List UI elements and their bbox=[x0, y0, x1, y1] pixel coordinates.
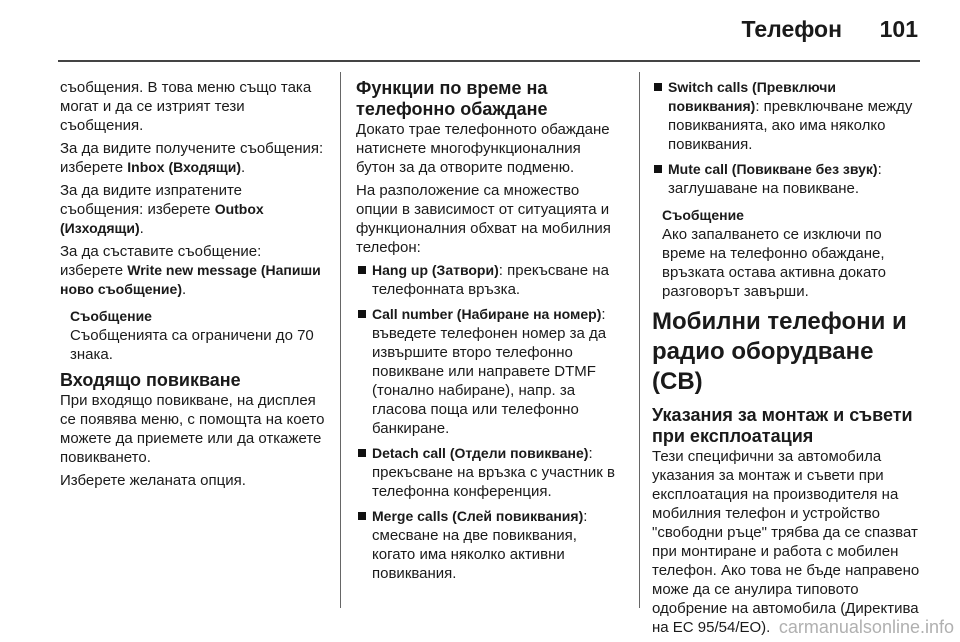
paragraph: Докато трае телефонното обаждане натиснете многофункционалния бутон за да отворите подменю. bbox=[356, 121, 610, 176]
text: . bbox=[139, 220, 144, 237]
bullet-square-icon bbox=[358, 266, 366, 274]
menu-option-inbox: Inbox (Входящи) bbox=[127, 159, 242, 175]
option-text: : заглушаване на повикване. bbox=[668, 161, 882, 197]
text: За да видите получените съобщения: изберете bbox=[60, 140, 324, 176]
paragraph: На разположение са множество опции в зависимост от ситуацията и функционалния обхват на мобилния телефон: bbox=[356, 182, 611, 256]
list-item bbox=[356, 261, 624, 299]
note-box bbox=[60, 307, 328, 364]
note-text: Ако запалването се изключи по време на телефонно обаждане, връзката остава активна докато разговорът завърши. bbox=[662, 226, 887, 300]
bullet-square-icon bbox=[358, 449, 366, 457]
watermark: carmanualsonline.info bbox=[778, 617, 954, 637]
list-item bbox=[356, 305, 624, 438]
bullet-square-icon bbox=[358, 512, 366, 520]
option-term: Mute call (Повикване без звук) bbox=[668, 161, 878, 177]
text: За да съставите съобщение: изберете bbox=[60, 243, 262, 279]
option-text: : въведете телефонен номер за да извършите второ телефонно повикване или направете DTMF (тонално набиране), напр. за гласова поща или телефонно банкиране. bbox=[372, 306, 607, 437]
paragraph: При входящо повикване, на дисплея се появява меню, с помощта на което можете да приемете или да откажете повикването. bbox=[60, 392, 325, 466]
option-list bbox=[652, 78, 920, 198]
paragraph: Тези специфични за автомобила указания за монтаж и съвети при експлоатация на производителя на мобилния телефон и устройство "свободни ръце" трябва да се спазват при монтиране и работа с мобилен телефон. Ако това не бъде направено може да се анулира типовото одобрение на автомобила (Директива на ЕС 95/54/ЕО). bbox=[652, 448, 920, 636]
option-text: : смесване на две повиквания, когато има няколко активни повиквания. bbox=[372, 508, 588, 582]
option-list bbox=[356, 261, 624, 583]
paragraph: съобщения. В това меню също така могат и да се изтрият тези съобщения. bbox=[60, 79, 312, 134]
section-heading-incoming: Входящо повикване bbox=[60, 370, 241, 390]
option-term: Detach call (Отдели повикване) bbox=[372, 445, 589, 461]
bullet-square-icon bbox=[358, 310, 366, 318]
note-text: Съобщенията са ограничени до 70 знака. bbox=[70, 327, 314, 363]
bullet-square-icon bbox=[654, 83, 662, 91]
paragraph bbox=[60, 242, 328, 299]
column-divider bbox=[340, 72, 341, 608]
list-item bbox=[652, 160, 920, 198]
column-1 bbox=[60, 78, 328, 494]
paragraph bbox=[60, 139, 328, 177]
section-heading-installation: Указания за монтаж и съвети при експлоатация bbox=[652, 405, 913, 446]
option-term: Call number (Набиране на номер) bbox=[372, 306, 602, 322]
page-header bbox=[0, 0, 960, 60]
chapter-heading-mobile-phones: Мобилни телефони и радио оборудване (СВ) bbox=[652, 308, 907, 395]
option-text: : прекъсване на телефонната връзка. bbox=[372, 262, 609, 298]
list-item bbox=[356, 444, 624, 501]
menu-option-outbox: Outbox (Изходящи) bbox=[60, 201, 264, 236]
note-box bbox=[652, 206, 920, 301]
text: . bbox=[241, 159, 246, 176]
list-item bbox=[652, 78, 920, 154]
note-title: Съобщение bbox=[70, 308, 152, 324]
bullet-square-icon bbox=[654, 165, 662, 173]
option-text: : превключване между повикванията, ако има няколко повиквания. bbox=[668, 98, 913, 153]
paragraph: Изберете желаната опция. bbox=[60, 472, 246, 489]
menu-option-write-new: Write new message (Напиши ново съобщение) bbox=[60, 262, 321, 297]
option-text: : прекъсване на връзка с участник в телефонна конференция. bbox=[372, 445, 615, 500]
option-term: Switch calls (Превключи повиквания) bbox=[668, 79, 836, 114]
header-rule bbox=[58, 60, 920, 62]
column-2 bbox=[356, 78, 624, 589]
text: . bbox=[182, 281, 187, 298]
column-3 bbox=[652, 78, 920, 641]
section-heading-call-functions: Функции по време на телефонно обаждане bbox=[356, 78, 548, 119]
option-term: Hang up (Затвори) bbox=[372, 262, 499, 278]
column-divider bbox=[639, 72, 640, 608]
page-number: 101 bbox=[879, 16, 918, 42]
paragraph bbox=[60, 181, 328, 238]
note-title: Съобщение bbox=[662, 207, 744, 223]
list-item bbox=[356, 507, 624, 583]
text: За да видите изпратените съобщения: изберете bbox=[60, 182, 243, 218]
option-term: Merge calls (Слей повиквания) bbox=[372, 508, 584, 524]
page-title: Телефон bbox=[741, 16, 842, 42]
